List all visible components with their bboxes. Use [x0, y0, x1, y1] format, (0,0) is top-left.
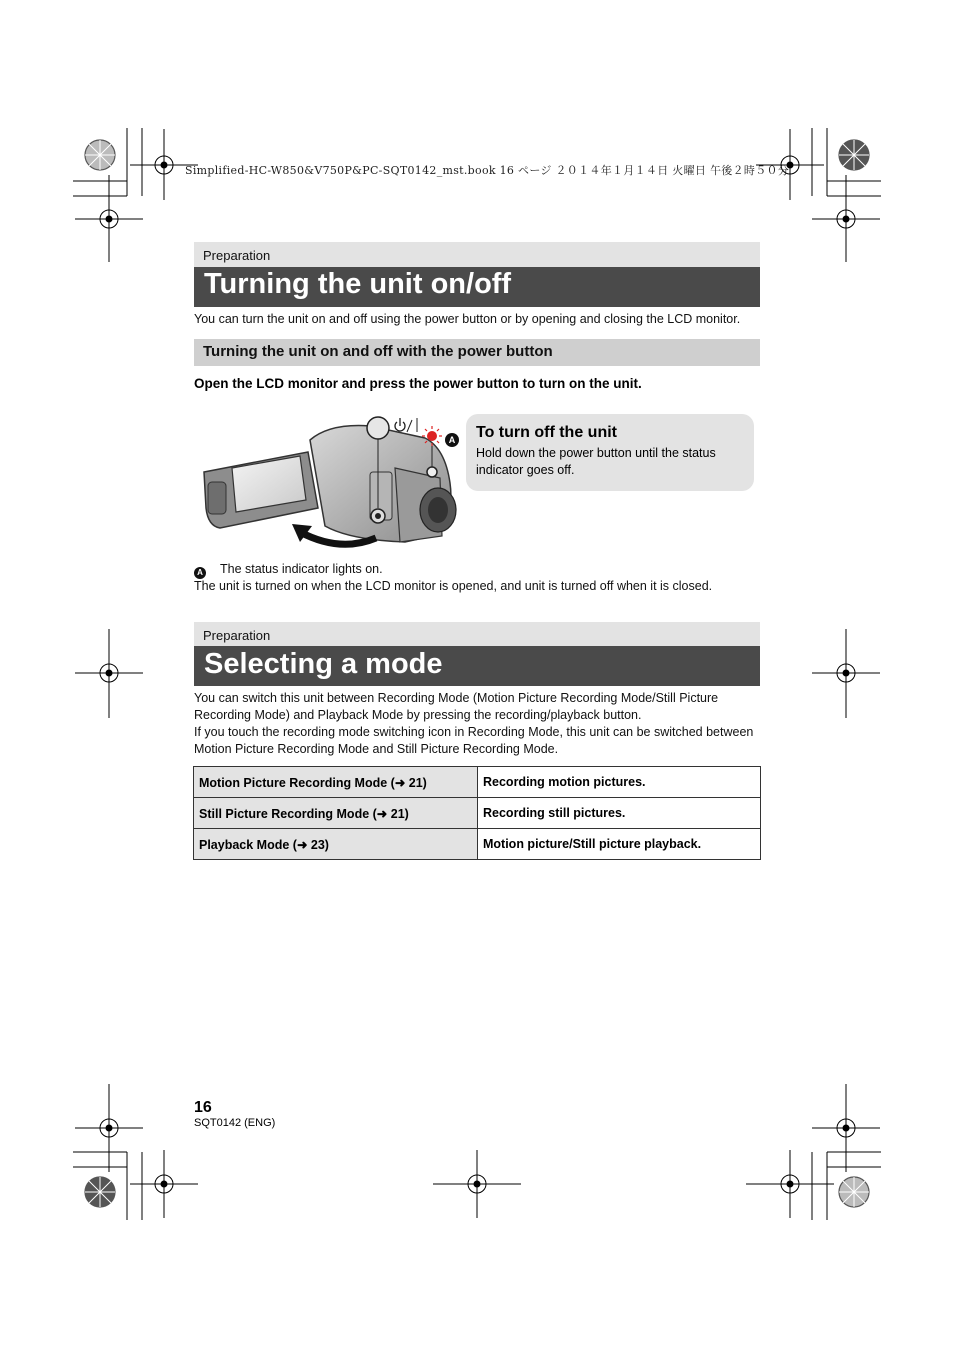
- mode-cell: Motion Picture Recording Mode (➜ 21): [194, 767, 478, 798]
- page-number: 16: [194, 1099, 212, 1116]
- callout-a-badge: A: [445, 430, 459, 448]
- category-label: Preparation: [203, 248, 271, 263]
- print-header: Simplified-HC-W850&V750P&PC-SQT0142_mst.book 16 ページ ２０１４年１月１４日 火曜日 午後２時５０分: [185, 164, 790, 177]
- note-badge: A: [194, 562, 206, 580]
- page-title: Turning the unit on/off: [204, 268, 512, 300]
- mode-cell: Playback Mode (➜ 23): [194, 829, 478, 860]
- note-text: The status indicator lights on.: [220, 562, 383, 576]
- desc-cell: Motion picture/Still picture playback.: [478, 829, 761, 860]
- category-bar: [194, 242, 760, 267]
- intro-text: You can turn the unit on and off using the power button or by opening and closing the LCD monitor.: [194, 312, 741, 326]
- document-code: SQT0142 (ENG): [194, 1117, 276, 1129]
- table-row: [194, 798, 761, 829]
- note-text-2: The unit is turned on when the LCD monitor is opened, and unit is turned off when it is closed.: [194, 579, 713, 593]
- info-box-title: To turn off the unit: [476, 424, 617, 441]
- category-bar-2: [194, 622, 760, 647]
- desc-cell: Recording still pictures.: [478, 798, 761, 829]
- table-row: [194, 767, 761, 798]
- info-box-body: Hold down the power button until the status indicator goes off.: [476, 446, 716, 477]
- mode-paragraph-1: You can switch this unit between Recording Mode (Motion Picture Recording Mode/Still Picture Recording Mode) and Playback Mode by pressing the recording/playback button.: [194, 691, 719, 722]
- subheading: Turning the unit on and off with the power button: [203, 343, 553, 360]
- mode-paragraph-2: If you touch the recording mode switching icon in Recording Mode, this unit can be switched between Motion Picture Recording Mode and Still Picture Recording Mode.: [194, 725, 754, 756]
- section-title: Selecting a mode: [204, 648, 443, 680]
- mode-cell: Still Picture Recording Mode (➜ 21): [194, 798, 478, 829]
- table-row: [194, 829, 761, 860]
- camcorder-illustration: [200, 408, 462, 556]
- mode-table: [193, 766, 761, 860]
- desc-cell: Recording motion pictures.: [478, 767, 761, 798]
- category-label-2: Preparation: [203, 628, 271, 643]
- instruction-text: Open the LCD monitor and press the power button to turn on the unit.: [194, 376, 642, 391]
